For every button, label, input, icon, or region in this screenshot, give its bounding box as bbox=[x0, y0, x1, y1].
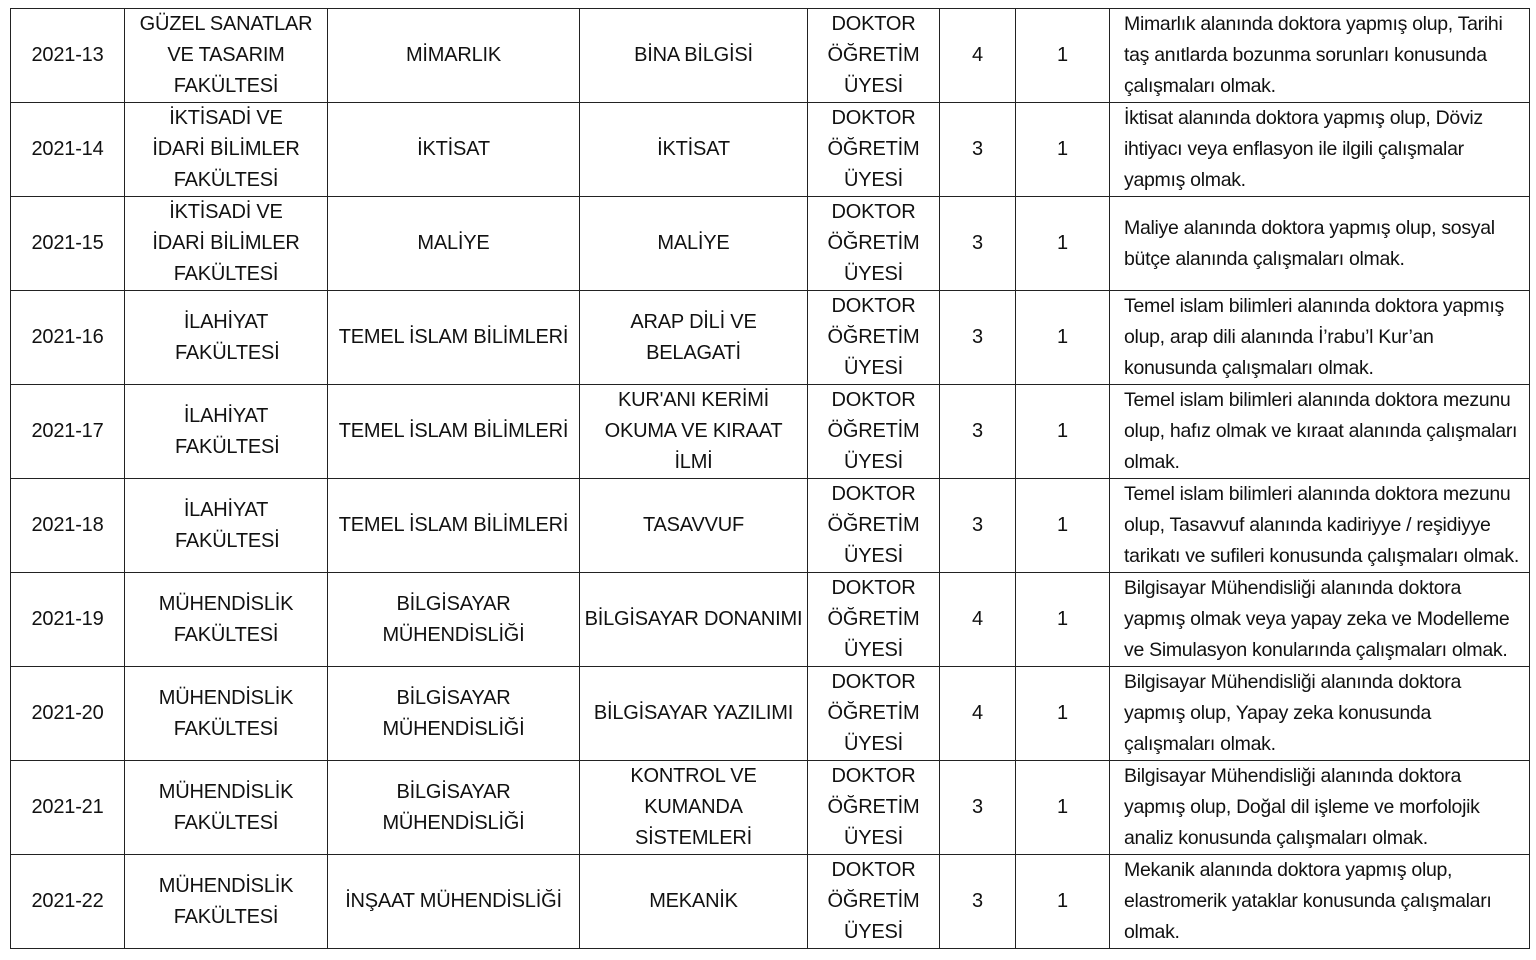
faculty bbox=[125, 103, 328, 197]
faculty-text: MÜHENDİSLİK FAKÜLTESİ bbox=[158, 686, 294, 740]
table-row bbox=[11, 761, 1530, 855]
position-count: 1 bbox=[1016, 291, 1110, 385]
faculty-text: GÜZEL SANATLAR VE TASARIM FAKÜLTESİ bbox=[139, 13, 313, 97]
position-count: 1 bbox=[1016, 9, 1110, 103]
faculty-text: İKTİSADİ VE İDARİ BİLİMLER FAKÜLTESİ bbox=[152, 201, 300, 285]
faculty-text: İLAHİYAT FAKÜLTESİ bbox=[175, 498, 280, 552]
academic-title-text: DOKTOR ÖĞRETİM ÜYESİ bbox=[827, 483, 920, 567]
faculty-text: İKTİSADİ VE İDARİ BİLİMLER FAKÜLTESİ bbox=[152, 107, 300, 191]
department: TEMEL İSLAM BİLİMLERİ bbox=[328, 479, 580, 573]
faculty bbox=[125, 9, 328, 103]
table-row bbox=[11, 385, 1530, 479]
position-count: 1 bbox=[1016, 197, 1110, 291]
requirement: Mekanik alanında doktora yapmış olup, elastromerik yataklar konusunda çalışmaları olmak. bbox=[1110, 855, 1530, 949]
degree: 3 bbox=[940, 761, 1016, 855]
department bbox=[328, 761, 580, 855]
subfield bbox=[580, 291, 808, 385]
subfield: MALİYE bbox=[580, 197, 808, 291]
academic-title bbox=[808, 573, 940, 667]
department-text: BİLGİSAYAR MÜHENDİSLİĞİ bbox=[382, 592, 525, 646]
requirement: Temel islam bilimleri alanında doktora yapmış olup, arap dili alanında İ’rabu’l Kur’an konusunda çalışmaları olmak. bbox=[1110, 291, 1530, 385]
table-row bbox=[11, 9, 1530, 103]
position-count: 1 bbox=[1016, 385, 1110, 479]
academic-title-text: DOKTOR ÖĞRETİM ÜYESİ bbox=[827, 107, 920, 191]
faculty bbox=[125, 479, 328, 573]
department: TEMEL İSLAM BİLİMLERİ bbox=[328, 385, 580, 479]
academic-title-text: DOKTOR ÖĞRETİM ÜYESİ bbox=[827, 389, 920, 473]
department: TEMEL İSLAM BİLİMLERİ bbox=[328, 291, 580, 385]
department bbox=[328, 573, 580, 667]
position-code: 2021-21 bbox=[11, 761, 125, 855]
academic-title bbox=[808, 385, 940, 479]
faculty bbox=[125, 761, 328, 855]
academic-title-text: DOKTOR ÖĞRETİM ÜYESİ bbox=[827, 859, 920, 943]
subfield: MEKANİK bbox=[580, 855, 808, 949]
faculty-text: MÜHENDİSLİK FAKÜLTESİ bbox=[158, 780, 294, 834]
position-code: 2021-13 bbox=[11, 9, 125, 103]
faculty bbox=[125, 855, 328, 949]
position-count: 1 bbox=[1016, 573, 1110, 667]
subfield-text: KUR'ANI KERİMİ OKUMA VE KIRAAT İLMİ bbox=[604, 389, 783, 473]
degree: 3 bbox=[940, 479, 1016, 573]
faculty-text: MÜHENDİSLİK FAKÜLTESİ bbox=[158, 592, 294, 646]
degree: 4 bbox=[940, 9, 1016, 103]
department-text: BİLGİSAYAR MÜHENDİSLİĞİ bbox=[382, 780, 525, 834]
subfield: TASAVVUF bbox=[580, 479, 808, 573]
academic-title-text: DOKTOR ÖĞRETİM ÜYESİ bbox=[827, 295, 920, 379]
position-count: 1 bbox=[1016, 103, 1110, 197]
degree: 3 bbox=[940, 197, 1016, 291]
table-row bbox=[11, 103, 1530, 197]
subfield-text: ARAP DİLİ VE BELAGATİ bbox=[630, 310, 757, 364]
position-count: 1 bbox=[1016, 667, 1110, 761]
subfield: BİLGİSAYAR YAZILIMI bbox=[580, 667, 808, 761]
degree: 4 bbox=[940, 667, 1016, 761]
department: MİMARLIK bbox=[328, 9, 580, 103]
position-code: 2021-18 bbox=[11, 479, 125, 573]
positions-table bbox=[10, 8, 1530, 949]
table-row bbox=[11, 667, 1530, 761]
position-code: 2021-15 bbox=[11, 197, 125, 291]
faculty bbox=[125, 197, 328, 291]
academic-title bbox=[808, 855, 940, 949]
academic-title-text: DOKTOR ÖĞRETİM ÜYESİ bbox=[827, 765, 920, 849]
academic-title bbox=[808, 291, 940, 385]
faculty bbox=[125, 667, 328, 761]
academic-title-text: DOKTOR ÖĞRETİM ÜYESİ bbox=[827, 577, 920, 661]
subfield: İKTİSAT bbox=[580, 103, 808, 197]
requirement: Bilgisayar Mühendisliği alanında doktora yapmış olup, Doğal dil işleme ve morfolojik analiz konusunda çalışmaları olmak. bbox=[1110, 761, 1530, 855]
position-code: 2021-20 bbox=[11, 667, 125, 761]
faculty bbox=[125, 573, 328, 667]
degree: 3 bbox=[940, 855, 1016, 949]
subfield: BİLGİSAYAR DONANIMI bbox=[580, 573, 808, 667]
faculty bbox=[125, 291, 328, 385]
table-body bbox=[11, 9, 1530, 949]
department: MALİYE bbox=[328, 197, 580, 291]
requirement: Maliye alanında doktora yapmış olup, sosyal bütçe alanında çalışmaları olmak. bbox=[1110, 197, 1530, 291]
degree: 3 bbox=[940, 103, 1016, 197]
faculty-text: İLAHİYAT FAKÜLTESİ bbox=[175, 404, 280, 458]
department-text: BİLGİSAYAR MÜHENDİSLİĞİ bbox=[382, 686, 525, 740]
faculty-text: MÜHENDİSLİK FAKÜLTESİ bbox=[158, 874, 294, 928]
academic-title bbox=[808, 197, 940, 291]
academic-title-text: DOKTOR ÖĞRETİM ÜYESİ bbox=[827, 201, 920, 285]
degree: 3 bbox=[940, 385, 1016, 479]
requirement: Temel islam bilimleri alanında doktora mezunu olup, Tasavvuf alanında kadiriyye / reşidiyye tarikatı ve sufileri konusunda çalışmaları olmak. bbox=[1110, 479, 1530, 573]
table-row bbox=[11, 291, 1530, 385]
degree: 3 bbox=[940, 291, 1016, 385]
subfield-text: KONTROL VE KUMANDA SİSTEMLERİ bbox=[630, 765, 757, 849]
academic-title bbox=[808, 479, 940, 573]
requirement: İktisat alanında doktora yapmış olup, Döviz ihtiyacı veya enflasyon ile ilgili çalışmalar yapmış olmak. bbox=[1110, 103, 1530, 197]
position-count: 1 bbox=[1016, 855, 1110, 949]
academic-title bbox=[808, 667, 940, 761]
requirement: Bilgisayar Mühendisliği alanında doktora yapmış olup, Yapay zeka konusunda çalışmaları olmak. bbox=[1110, 667, 1530, 761]
subfield: BİNA BİLGİSİ bbox=[580, 9, 808, 103]
table-row bbox=[11, 573, 1530, 667]
department: İNŞAAT MÜHENDİSLİĞİ bbox=[328, 855, 580, 949]
academic-title bbox=[808, 761, 940, 855]
position-code: 2021-19 bbox=[11, 573, 125, 667]
requirement: Bilgisayar Mühendisliği alanında doktora yapmış olmak veya yapay zeka ve Modelleme ve Simulasyon konularında çalışmaları olmak. bbox=[1110, 573, 1530, 667]
position-count: 1 bbox=[1016, 761, 1110, 855]
academic-title-text: DOKTOR ÖĞRETİM ÜYESİ bbox=[827, 671, 920, 755]
degree: 4 bbox=[940, 573, 1016, 667]
table-row bbox=[11, 197, 1530, 291]
subfield bbox=[580, 761, 808, 855]
position-code: 2021-16 bbox=[11, 291, 125, 385]
position-count: 1 bbox=[1016, 479, 1110, 573]
position-code: 2021-22 bbox=[11, 855, 125, 949]
academic-title-text: DOKTOR ÖĞRETİM ÜYESİ bbox=[827, 13, 920, 97]
subfield bbox=[580, 385, 808, 479]
academic-title bbox=[808, 9, 940, 103]
requirement: Temel islam bilimleri alanında doktora mezunu olup, hafız olmak ve kıraat alanında çalışmaları olmak. bbox=[1110, 385, 1530, 479]
academic-title bbox=[808, 103, 940, 197]
position-code: 2021-17 bbox=[11, 385, 125, 479]
department bbox=[328, 667, 580, 761]
position-code: 2021-14 bbox=[11, 103, 125, 197]
department: İKTİSAT bbox=[328, 103, 580, 197]
table-row bbox=[11, 855, 1530, 949]
faculty bbox=[125, 385, 328, 479]
faculty-text: İLAHİYAT FAKÜLTESİ bbox=[175, 310, 280, 364]
table-row bbox=[11, 479, 1530, 573]
requirement: Mimarlık alanında doktora yapmış olup, Tarihi taş anıtlarda bozunma sorunları konusunda çalışmaları olmak. bbox=[1110, 9, 1530, 103]
